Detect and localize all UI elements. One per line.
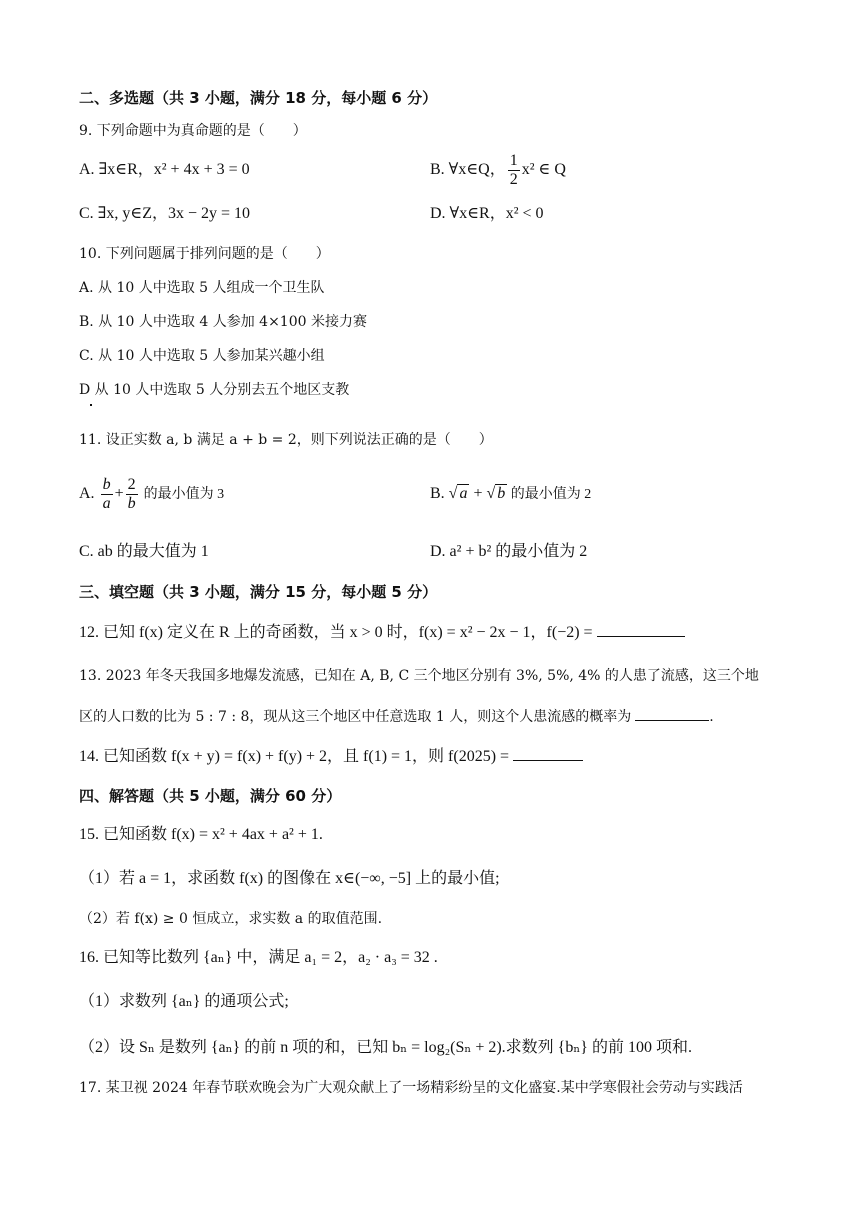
question-15-part-2: （2）若 f(x) ≥ 0 恒成立，求实数 a 的取值范围. <box>79 911 383 927</box>
plus-sign: + <box>469 485 487 502</box>
question-11-stem: 11. 设正实数 a, b 满足 a + b = 2，则下列说法正确的是（ ） <box>79 432 493 448</box>
question-11-option-a <box>79 472 224 517</box>
question-12 <box>79 622 685 643</box>
fraction-numerator: 1 <box>509 151 518 169</box>
question-9-option-b-suffix: x² ∈ Q <box>521 161 566 178</box>
section-heading-fill-in: 三、填空题（共 3 小题，满分 15 分，每小题 5 分） <box>79 583 438 601</box>
question-9-option-c: C. ∃x, y∈Z，3x − 2y = 10 <box>79 205 251 222</box>
fraction-denominator: 2 <box>509 170 518 188</box>
question-9-option-d: D. ∀x∈R，x² < 0 <box>430 205 544 222</box>
question-10-option-b: B. 从 10 人中选取 4 人参加 4×100 米接力赛 <box>79 314 367 330</box>
question-13-end: . <box>709 709 714 725</box>
question-11-option-a-plus: + <box>114 485 124 502</box>
question-14 <box>79 746 583 767</box>
question-9-option-a: A. ∃x∈R，x² + 4x + 3 = 0 <box>79 161 250 178</box>
question-11-option-a-fraction-1 <box>101 476 113 513</box>
question-16-part-1: （1）求数列 {aₙ} 的通项公式; <box>79 993 289 1010</box>
question-16-stem: 16. 已知等比数列 {aₙ} 中，满足 a₁ = 2，a₂ · a₃ = 32 . <box>79 949 438 966</box>
question-9-option-b-fraction <box>508 152 520 189</box>
fraction-numerator: b <box>102 475 111 493</box>
question-9-option-b <box>430 150 566 190</box>
answer-blank <box>597 622 685 637</box>
sqrt-radicand-b: b <box>497 485 506 502</box>
question-15-stem: 15. 已知函数 f(x) = x² + 4ax + a² + 1. <box>79 826 323 843</box>
question-13-text: 区的人口数的比为 5 : 7 : 8，现从这三个地区中任意选取 1 人，则这个人患流感的概率为 <box>79 709 632 725</box>
question-10-option-a: A. 从 10 人中选取 5 人组成一个卫生队 <box>79 280 325 296</box>
section-heading-multiple-choice: 二、多选题（共 3 小题，满分 18 分，每小题 6 分） <box>79 89 438 107</box>
question-11-option-b-prefix: B. <box>430 485 445 502</box>
question-15-part-1: （1）若 a = 1，求函数 f(x) 的图像在 x∈(−∞, −5] 上的最小值; <box>79 870 500 887</box>
question-11-option-c: C. ab 的最大值为 1 <box>79 543 209 560</box>
fraction-denominator: a <box>102 494 111 512</box>
question-14-text: 14. 已知函数 f(x + y) = f(x) + f(y) + 2，且 f(1) = 1，则 f(2025) = <box>79 748 510 765</box>
question-11-option-d: D. a² + b² 的最小值为 2 <box>430 543 588 560</box>
question-13-line-1: 13. 2023 年冬天我国多地爆发流感，已知在 A, B, C 三个地区分别有 3%, 5%, 4% 的人患了流感，这三个地 <box>79 668 759 684</box>
question-10-option-d: D 从 10 人中选取 5 人分别去五个地区支教 <box>79 382 350 398</box>
question-11-option-b-suffix: 的最小值为 2 <box>507 487 592 502</box>
question-13-line-2 <box>79 706 714 727</box>
answer-blank <box>513 746 583 761</box>
stray-dot-mark <box>90 404 92 406</box>
question-9-stem: 9. 下列命题中为真命题的是（ ） <box>79 123 307 139</box>
sqrt-radicand-a: a <box>459 485 468 502</box>
question-12-text: 12. 已知 f(x) 定义在 R 上的奇函数，当 x > 0 时，f(x) = x² − 2x − 1，f(−2) = <box>79 624 593 641</box>
question-11-option-b: B. √ a + √ b 的最小值为 2 <box>430 485 592 502</box>
question-10-option-c: C. 从 10 人中选取 5 人参加某兴趣小组 <box>79 348 325 364</box>
question-9-option-b-prefix: B. ∀x∈Q， <box>430 161 506 178</box>
fraction-numerator: 2 <box>127 475 136 493</box>
question-10-stem: 10. 下列问题属于排列问题的是（ ） <box>79 246 330 262</box>
question-11-option-a-prefix: A. <box>79 485 95 502</box>
question-11-option-a-suffix: 的最小值为 3 <box>143 487 225 502</box>
question-17-stem: 17. 某卫视 2024 年春节联欢晚会为广大观众献上了一场精彩纷呈的文化盛宴.某中学寒假社会劳动与实践活 <box>79 1080 743 1096</box>
question-11-option-a-fraction-2 <box>126 476 138 513</box>
question-16-part-2: （2）设 Sₙ 是数列 {aₙ} 的前 n 项的和，已知 bₙ = log₂(Sₙ + 2).求数列 {bₙ} 的前 100 项和. <box>79 1039 692 1056</box>
answer-blank <box>635 706 709 721</box>
section-heading-problems: 四、解答题（共 5 小题，满分 60 分） <box>79 787 342 805</box>
fraction-denominator: b <box>127 494 136 512</box>
